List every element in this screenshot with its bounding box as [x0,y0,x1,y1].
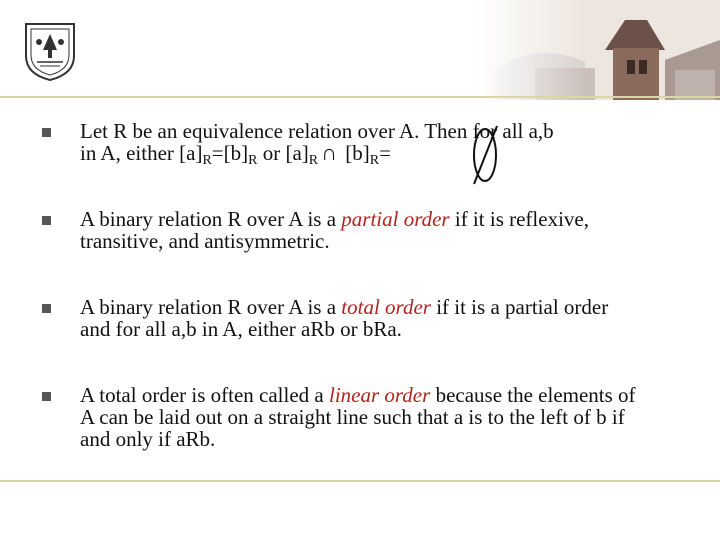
bullet-text [80,296,640,340]
text-run: A binary relation R over A is a [80,207,342,231]
campus-building-image [475,0,720,100]
bullet-text [80,119,640,168]
subscript: R [202,153,212,168]
text-run: because the elements of A can be laid out on a straight line such that a is to the left of b if and only if aRb. [80,383,636,451]
subscript: R [369,153,380,168]
university-seal-icon [22,20,78,82]
bullet-square-icon [42,216,51,225]
slide-header [0,0,720,100]
text-run: A binary relation R over A is a [80,295,342,319]
text-run: =[b] [211,141,249,165]
text-run: if it is reflexive, transitive, and antisymmetric. [80,207,589,253]
empty-set-icon [470,124,500,186]
emphasized-term: total order [341,295,431,319]
bullet-text [80,208,640,252]
bullet-square-icon [42,392,51,401]
subscript: R [308,153,319,168]
header-divider [0,96,720,98]
footer-divider [0,480,720,482]
text-run: or [a] [257,141,309,165]
text-line: Let R be an equivalence relation over A. Then for all a,b [80,119,554,143]
emphasized-term: partial order [341,207,450,231]
subscript: R [248,153,258,168]
bullet-square-icon [42,304,51,313]
text-run: = [379,141,391,165]
text-run: [b] [340,141,370,165]
bullet-text [80,384,640,450]
emphasized-term: linear order [329,383,431,407]
text-run: A total order is often called a [80,383,329,407]
text-run: if it is a partial order and for all a,b in A, either aRb or bRa. [80,295,609,341]
intersection-symbol: ∩ [321,140,338,165]
text-line [80,140,640,168]
text-run: in A, either [a] [80,141,203,165]
bullet-square-icon [42,128,51,137]
